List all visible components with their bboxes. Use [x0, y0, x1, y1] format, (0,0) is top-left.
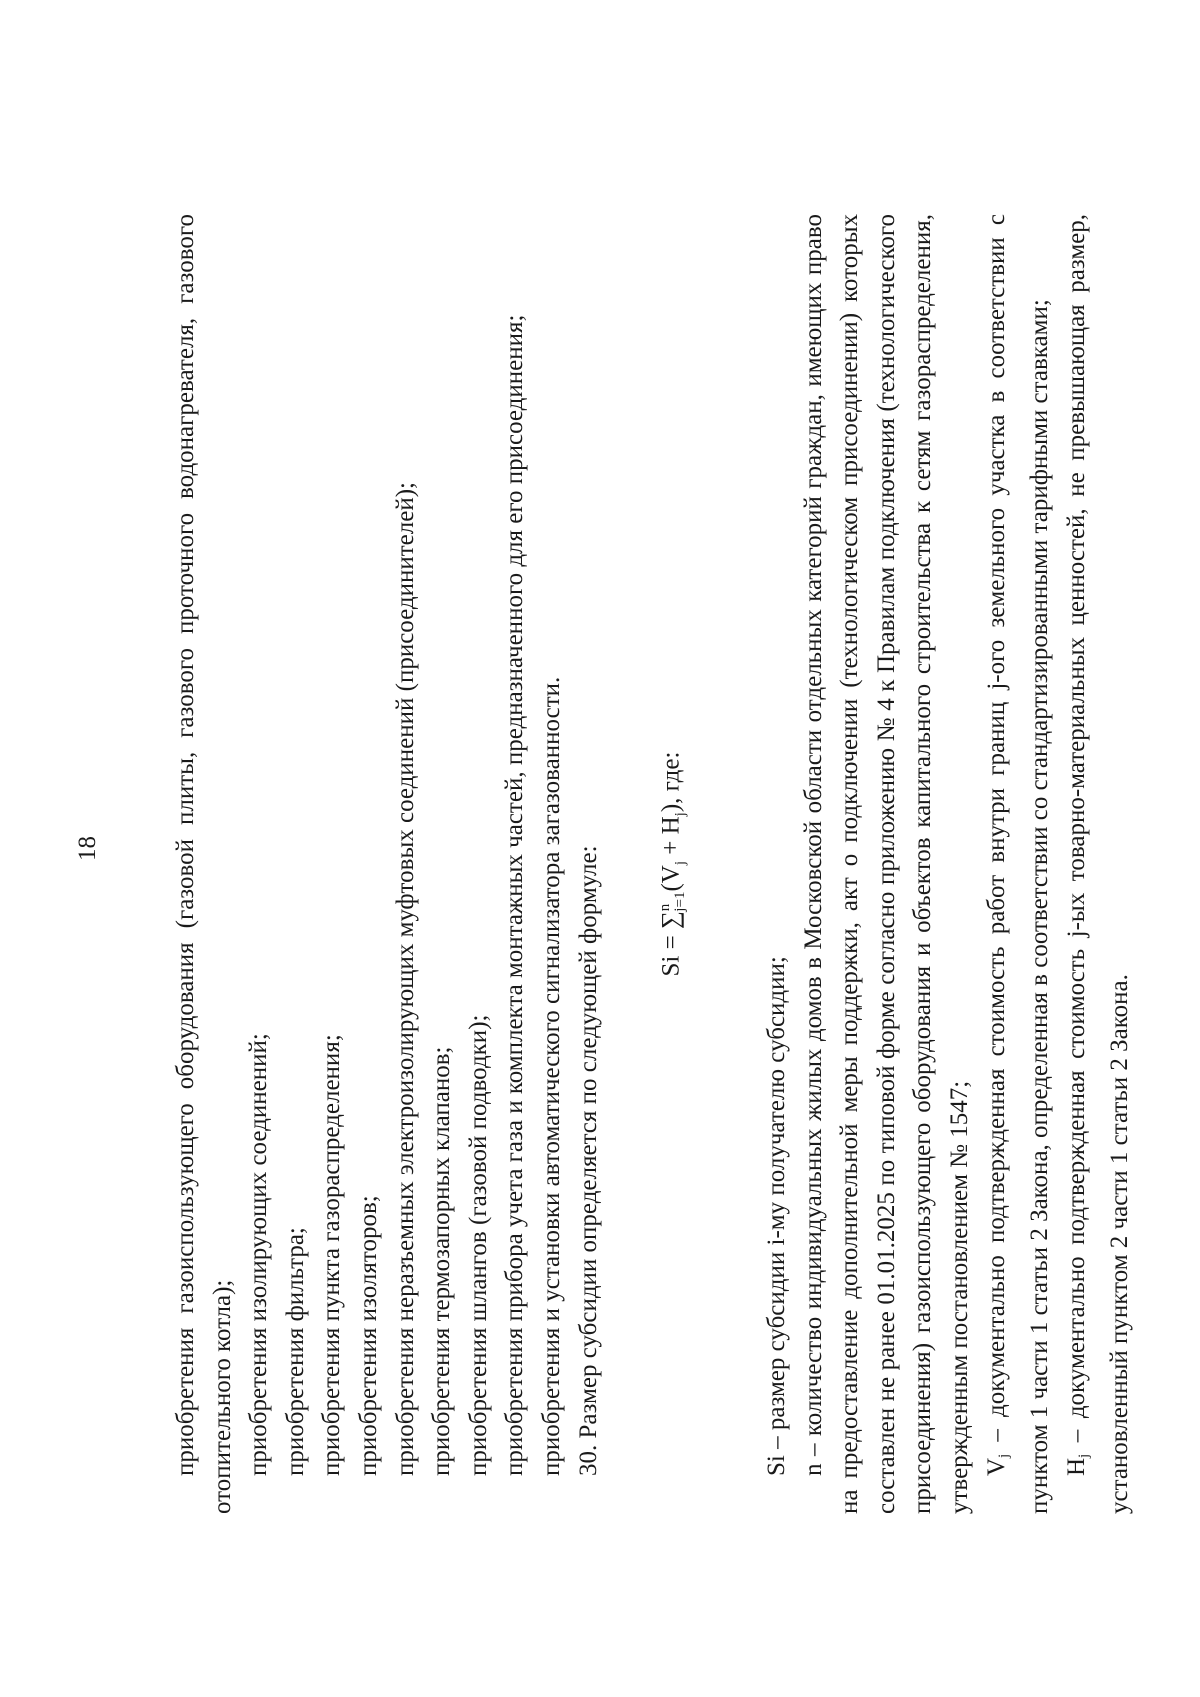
list-item: приобретения изоляторов; — [354, 1195, 382, 1476]
definition-vj — [979, 214, 1059, 1514]
definition-n: n – количество индивидуальных жилых домов в Московской области отдельных категорий граждан, имеющих право на предоставление дополнительной меры поддержки, акт о подключении (технологическом присоединении) которых составлен не ранее 01.01.2025 по типовой форме согласно приложению № 4 к Правилам подключения (технологического присоединения) газоиспользующего оборудования и объектов капитального строительства к сетям газораспределения, утвержденным постановлением № 1547; — [799, 214, 974, 1514]
vj-subscript: j — [995, 1453, 1012, 1458]
vj-text: – документально подтвержденная стоимость работ внутри границ j-ого земельного участка в соответствии с пунктом 1 части 1 статьи 2 Закона, определенная в соответствии со стандартизированными тарифными ставками; — [982, 214, 1054, 1514]
formula-body-sub-1: j — [672, 860, 689, 866]
formula-body-close: ), где: — [657, 751, 685, 813]
hj-subscript: j — [1075, 1453, 1092, 1458]
definition-si: Si – размер субсидии i-му получателю субсидии; — [763, 956, 791, 1476]
hj-text: – документально подтвержденная стоимость j-ых товарно-материальных ценностей, не превышающая размер, установленный пунктом 2 части 1 статьи 2 Закона. — [1062, 214, 1134, 1514]
list-item: приобретения пункта газораспределения; — [318, 1034, 346, 1476]
formula-limits — [647, 892, 699, 912]
formula-upper-limit: n — [657, 903, 674, 912]
hj-symbol: H — [1062, 1457, 1090, 1476]
list-item: приобретения изолирующих соединений; — [245, 1033, 273, 1476]
clause-30: 30. Размер субсидии определяется по следующей формуле: — [574, 845, 602, 1476]
formula-body-plus: + H — [657, 816, 685, 861]
page-number: 18 — [74, 836, 101, 861]
list-intro: приобретения газоиспользующего оборудования (газовой плиты, газового проточного водонагревателя, газового отопительного котла); — [172, 214, 236, 1514]
subsidy-formula — [647, 214, 699, 1514]
formula-lower-limit: j=1 — [672, 891, 689, 912]
list-item: приобретения термозапорных клапанов; — [428, 1046, 456, 1476]
list-item: приобретения неразъемных электроизолирующих муфтовых соединений (присоединителей); — [391, 482, 419, 1476]
list-item: приобретения прибора учета газа и комплекта монтажных частей, предназначенного для его присоединения; — [501, 314, 529, 1476]
list-item: приобретения фильтра; — [281, 1227, 309, 1476]
formula-body-sub-2: j — [672, 812, 689, 817]
list-item: приобретения шлангов (газовой подводки); — [464, 1014, 492, 1476]
formula-lhs: Si = — [657, 929, 685, 977]
formula-body-open: (V — [657, 865, 685, 892]
list-item: приобретения и установки автоматического сигнализатора загазованности. — [537, 676, 565, 1476]
definition-hj — [1059, 214, 1139, 1514]
vj-symbol: V — [982, 1457, 1010, 1476]
document-body — [168, 214, 1139, 1514]
formula-sigma: ∑ — [657, 911, 685, 930]
